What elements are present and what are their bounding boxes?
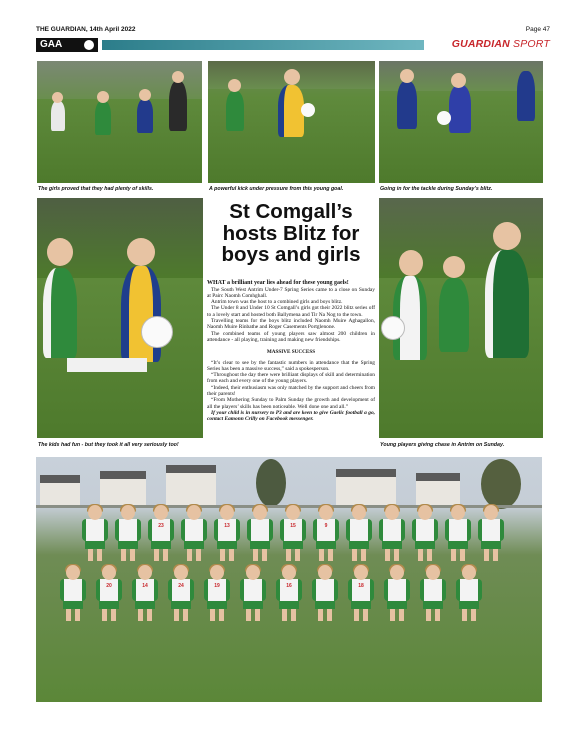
- team-player: [146, 505, 176, 561]
- caption-photo5: Young players giving chase in Antrim on Sunday.: [380, 442, 505, 448]
- jersey-number: 20: [106, 583, 112, 589]
- team-player: [274, 565, 304, 621]
- caption-photo1: The girls proved that they had plenty of skills.: [38, 186, 154, 192]
- jersey-number: 15: [290, 523, 296, 529]
- team-player: [476, 505, 506, 561]
- photo-kick-goal: [208, 61, 375, 183]
- section-label: GAA: [36, 38, 98, 52]
- jersey-number: 19: [214, 583, 220, 589]
- team-player: [311, 505, 341, 561]
- article-paragraph: “From Mothering Sunday to Palm Sunday the growth and development of all the players’ skills has been noticeable. Well done one and all.”: [207, 397, 375, 410]
- article-paragraph: Travelling teams for the boys blitz included Naomh Muire Aghagallon, Naomh Muire Rinbathe and Roger Casements Portglenone.: [207, 318, 375, 331]
- team-player: [212, 505, 242, 561]
- article-paragraph: Antrim town was the host to a combined girls and boys blitz.: [211, 299, 343, 306]
- article-paragraph: The South West Antrim Under-7 Spring Series came to a close on Sunday at Pairc Naomh Comhghall.: [207, 286, 375, 299]
- caption-photo2: A powerful kick under pressure from this young goal.: [209, 186, 344, 192]
- jersey-number: 16: [286, 583, 292, 589]
- photo-kids-fun: [37, 198, 203, 438]
- team-player: [179, 505, 209, 561]
- team-player: [238, 565, 268, 621]
- team-player: [310, 565, 340, 621]
- jersey-number: 9: [324, 523, 328, 529]
- team-player: [166, 565, 196, 621]
- jersey-number: 18: [358, 583, 364, 589]
- team-player: [344, 505, 374, 561]
- team-player: [130, 565, 160, 621]
- team-player: [443, 505, 473, 561]
- team-player: [454, 565, 484, 621]
- photo-giving-chase: [379, 198, 543, 438]
- team-player: [382, 565, 412, 621]
- article-paragraph: The Under 8 and Under 10 St Comgall’s girls got their 2022 blitz series off to a lovely start and hosted both Ballymena and Tir Na Nog to the town.: [207, 305, 375, 318]
- team-player: [245, 505, 275, 561]
- caption-photo3: Going in for the tackle during Sunday’s blitz.: [380, 186, 493, 192]
- brand-logo: GUARDIAN SPORT: [451, 38, 550, 50]
- caption-photo4: The kids had fun - but they took it all very seriously too!: [38, 442, 179, 448]
- article-headline: St Comgall’s hosts Blitz for boys and girls: [221, 200, 361, 266]
- jersey-number: 24: [178, 583, 184, 589]
- section-bar: [36, 38, 550, 52]
- team-player: [278, 505, 308, 561]
- article-paragraph: “Indeed, their enthusiasm was only matched by the support and cheers from their parents!: [207, 384, 375, 398]
- article-call-to-action: If your child is in nursery to P3 and are keen to give Gaelic football a go, contact Eamonn Crilly on Facebook messenger.: [207, 409, 375, 423]
- article-paragraph: The combined teams of young players saw almost 200 children in attendance - all playing, training and making new friendships.: [207, 330, 375, 343]
- photo-tackle: [379, 61, 543, 183]
- jersey-number: 23: [158, 523, 164, 529]
- football-icon: [84, 40, 94, 50]
- team-player: [202, 565, 232, 621]
- team-player: [94, 565, 124, 621]
- team-player: [377, 505, 407, 561]
- article-paragraph: “It’s clear to see by the fantastic numbers in attendance that the Spring Series has been a massive success,” said a spokesperson.: [207, 359, 375, 372]
- team-photo: [36, 457, 542, 702]
- team-player: [113, 505, 143, 561]
- team-player: [410, 505, 440, 561]
- team-player: [346, 565, 376, 621]
- masthead: [36, 26, 550, 36]
- jersey-number: 13: [224, 523, 230, 529]
- team-player: [418, 565, 448, 621]
- article-subheading: MASSIVE SUCCESS: [266, 349, 316, 356]
- publication-date: THE GUARDIAN, 14th April 2022: [36, 26, 136, 33]
- article-body: [207, 280, 375, 423]
- page-number: Page 47: [525, 26, 550, 33]
- photo-girls-skills: [37, 61, 202, 183]
- team-player: [58, 565, 88, 621]
- team-player: [80, 505, 110, 561]
- article-paragraph: “Throughout the day there were brilliant displays of skill and determination from each and every one of the young players.: [207, 372, 375, 385]
- section-divider: [102, 40, 424, 50]
- article-lead: WHAT a brilliant year lies ahead for these young gaels!: [207, 280, 349, 286]
- jersey-number: 14: [142, 583, 148, 589]
